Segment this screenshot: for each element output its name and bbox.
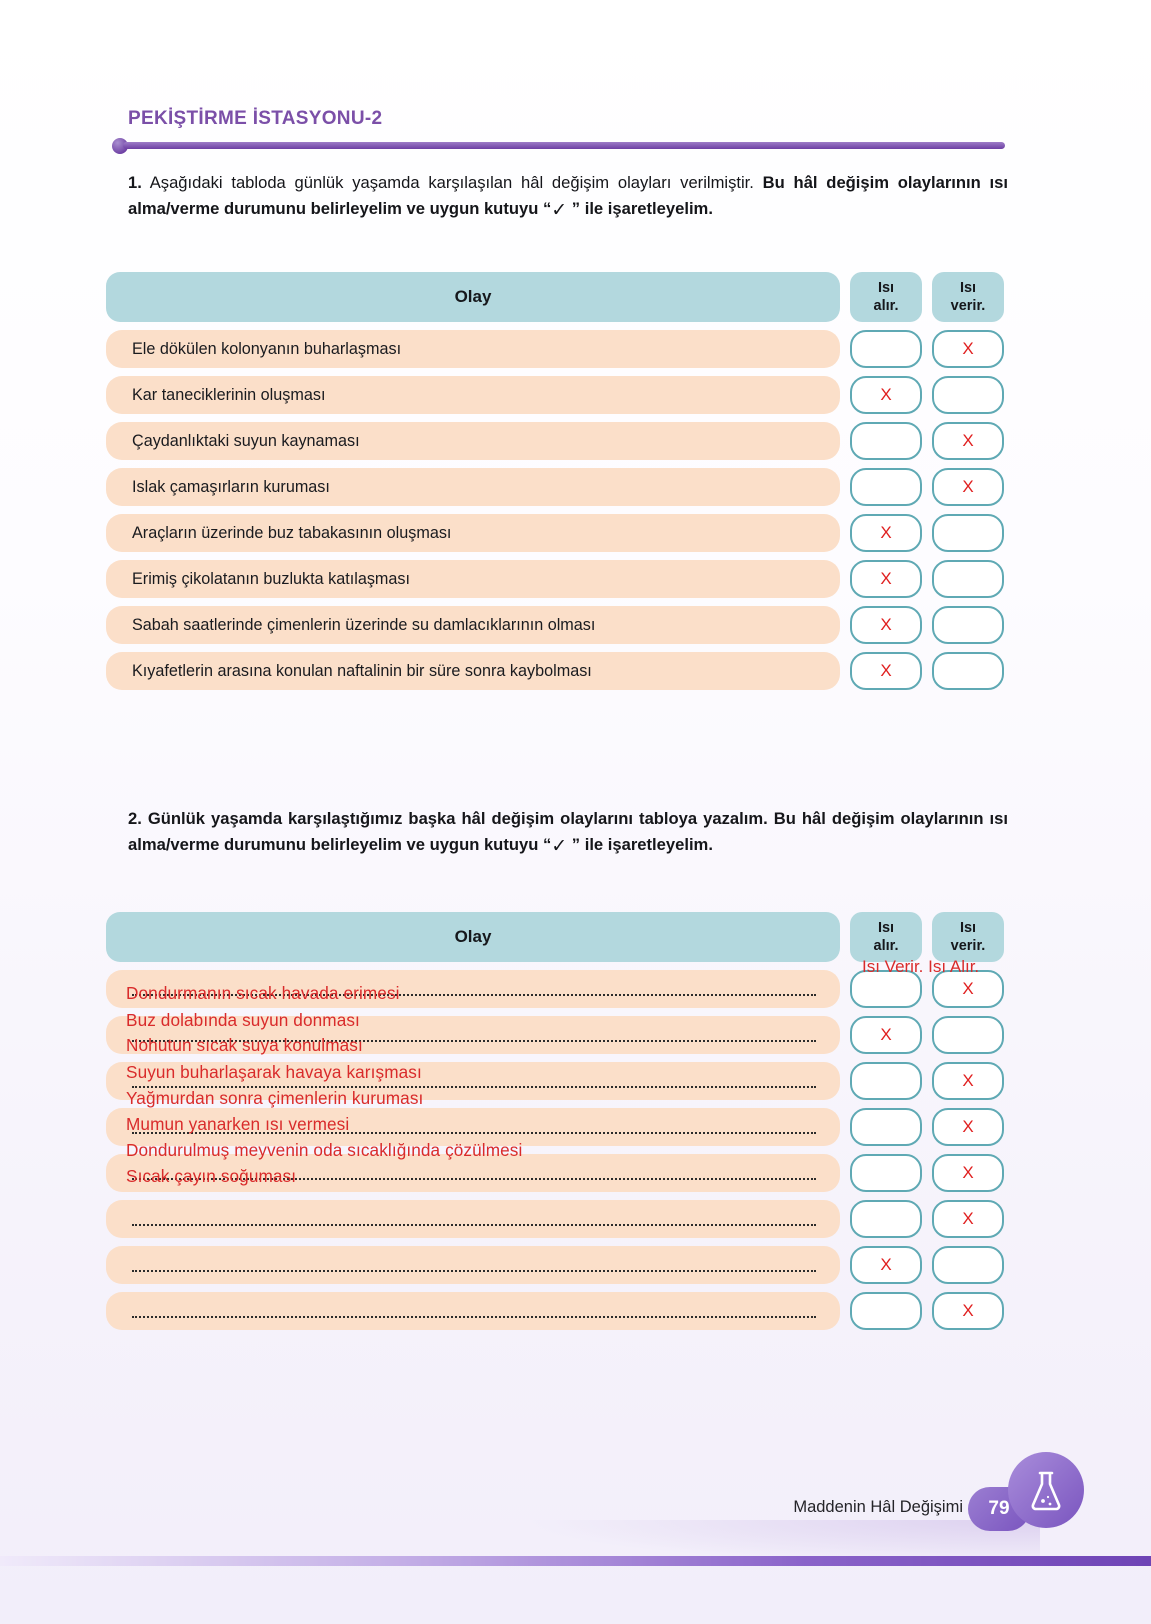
table-row [106, 560, 1006, 598]
column-header-event: Olay [106, 272, 840, 322]
absorbs-label-line1: Isı [877, 280, 895, 296]
events-table-1 [106, 272, 1006, 698]
absorbs-label-line2-2: alır. [873, 938, 899, 954]
table-row [106, 468, 1006, 506]
checkbox-releases[interactable]: X [932, 330, 1004, 368]
checkbox-absorbs[interactable]: X [850, 652, 922, 690]
checkmark-icon-2: ✓ [551, 836, 568, 857]
event-label: Kar taneciklerinin oluşması [132, 385, 326, 404]
checkbox-absorbs[interactable]: X [850, 606, 922, 644]
releases-label-line2-2: verir. [950, 938, 986, 954]
handwritten-event-3: Nohutun sıcak suya konulması [126, 1035, 363, 1055]
releases-label-line2: verir. [950, 298, 986, 314]
header-rule [112, 138, 1005, 152]
rule-line [123, 142, 1005, 149]
checkbox-absorbs[interactable] [850, 1108, 922, 1146]
question-2-text [128, 806, 1008, 860]
checkbox-releases[interactable]: X [932, 422, 1004, 460]
releases-label-line1-2: Isı [959, 920, 977, 936]
event-cell [106, 468, 840, 506]
event-cell [106, 376, 840, 414]
table-row [106, 422, 1006, 460]
table-row [106, 652, 1006, 690]
checkbox-absorbs[interactable] [850, 1292, 922, 1330]
handwritten-event-6: Mumun yanarken ısı vermesi [126, 1114, 350, 1134]
checkmark-icon: ✓ [551, 200, 568, 221]
event-cell [106, 1292, 840, 1330]
event-label: Sabah saatlerinde çimenlerin üzerinde su damlacıklarının olması [132, 615, 596, 634]
checkbox-releases[interactable]: X [932, 1062, 1004, 1100]
table-row [106, 330, 1006, 368]
handwritten-event-8: Sıcak çayın soğuması [126, 1166, 297, 1186]
question-2-part-c: ” ile işaretleyelim. [567, 835, 713, 854]
table-row [106, 1292, 1006, 1330]
footer-rule [0, 1556, 1151, 1566]
checkbox-absorbs[interactable] [850, 330, 922, 368]
column-header-absorbs [850, 272, 922, 322]
table-row [106, 1200, 1006, 1238]
event-cell [106, 330, 840, 368]
checkbox-releases[interactable]: X [932, 1108, 1004, 1146]
checkbox-releases[interactable]: X [932, 970, 1004, 1008]
checkbox-releases[interactable] [932, 376, 1004, 414]
question-2-number: 2. [128, 809, 142, 828]
checkbox-releases[interactable]: X [932, 468, 1004, 506]
handwritten-event-1: Dondurmanın sıcak havada erimesi [126, 983, 400, 1003]
table-row [106, 514, 1006, 552]
event-cell [106, 560, 840, 598]
table-1-header-row [106, 272, 1006, 322]
checkbox-absorbs[interactable] [850, 1062, 922, 1100]
event-label: Islak çamaşırların kuruması [132, 477, 330, 496]
checkbox-releases[interactable] [932, 514, 1004, 552]
event-cell [106, 606, 840, 644]
event-label: Erimiş çikolatanın buzlukta katılaşması [132, 569, 410, 588]
checkbox-absorbs[interactable] [850, 468, 922, 506]
checkbox-absorbs[interactable]: X [850, 1246, 922, 1284]
event-label: Ele dökülen kolonyanın buharlaşması [132, 339, 402, 358]
event-label: Çaydanlıktaki suyun kaynaması [132, 431, 360, 450]
releases-label-line1: Isı [959, 280, 977, 296]
event-cell [106, 1200, 840, 1238]
checkbox-absorbs[interactable]: X [850, 1016, 922, 1054]
footer-chapter-label: Maddenin Hâl Değişimi [793, 1498, 963, 1516]
event-label: Kıyafetlerin arasına konulan naftalinin bir süre sonra kaybolması [132, 661, 592, 680]
column-header-absorbs-2 [850, 912, 922, 962]
table-row [106, 606, 1006, 644]
page-number-badge: 79 [968, 1487, 1030, 1531]
event-cell [106, 514, 840, 552]
question-1-part-a: Aşağıdaki tabloda günlük yaşamda karşılaşılan hâl değişim olayları verilmiştir. [141, 173, 763, 192]
handwritten-header-note: Isı Verir. Isı Alır. [862, 957, 980, 976]
write-line [132, 1224, 816, 1226]
question-1-part-b: Bu hâl değişim olaylarının ısı alma/verme durumunu belirleyelim ve uygun kutuyu “ [128, 173, 1008, 218]
checkbox-releases[interactable] [932, 560, 1004, 598]
table-row [106, 1246, 1006, 1284]
handwritten-event-4: Suyun buharlaşarak havaya karışması [126, 1062, 422, 1082]
checkbox-absorbs[interactable] [850, 1200, 922, 1238]
checkbox-releases[interactable] [932, 652, 1004, 690]
question-1-number: 1. [128, 173, 142, 192]
question-2-part-a: Günlük yaşamda karşılaştığımız başka hâl değişim olaylarını tabloya yazalım. Bu hâl değişim olaylarının ısı alma/verme durumunu belirleyelim ve uygun kutuyu “ [128, 809, 1008, 854]
event-cell [106, 422, 840, 460]
write-line [132, 1316, 816, 1318]
checkbox-absorbs[interactable]: X [850, 560, 922, 598]
question-1-text [128, 170, 1008, 224]
handwritten-event-5: Yağmurdan sonra çimenlerin kuruması [126, 1088, 424, 1108]
column-header-releases-2 [932, 912, 1004, 962]
checkbox-releases[interactable] [932, 1246, 1004, 1284]
event-cell [106, 652, 840, 690]
checkbox-releases[interactable]: X [932, 1200, 1004, 1238]
table-1-body [106, 330, 1006, 690]
event-label: Araçların üzerinde buz tabakasının oluşması [132, 523, 452, 542]
checkbox-absorbs[interactable] [850, 1154, 922, 1192]
table-2-header-row [106, 912, 1006, 962]
checkbox-releases[interactable]: X [932, 1292, 1004, 1330]
absorbs-label-line1-2: Isı [877, 920, 895, 936]
checkbox-releases[interactable] [932, 606, 1004, 644]
checkbox-releases[interactable] [932, 1016, 1004, 1054]
handwritten-event-7: Dondurulmuş meyvenin oda sıcaklığında çözülmesi [126, 1140, 523, 1160]
flask-icon [1008, 1452, 1084, 1528]
handwritten-event-2: Buz dolabında suyun donması [126, 1010, 360, 1030]
absorbs-label-line2: alır. [873, 298, 899, 314]
question-1-part-c: ” ile işaretleyelim. [567, 199, 713, 218]
station-title: PEKİŞTİRME İSTASYONU-2 [128, 108, 383, 129]
checkbox-absorbs[interactable]: X [850, 376, 922, 414]
write-line [132, 1270, 816, 1272]
table-row [106, 376, 1006, 414]
checkbox-releases[interactable]: X [932, 1154, 1004, 1192]
column-header-releases [932, 272, 1004, 322]
column-header-event-2: Olay [106, 912, 840, 962]
event-cell [106, 1246, 840, 1284]
checkbox-absorbs[interactable]: X [850, 514, 922, 552]
checkbox-absorbs[interactable] [850, 422, 922, 460]
